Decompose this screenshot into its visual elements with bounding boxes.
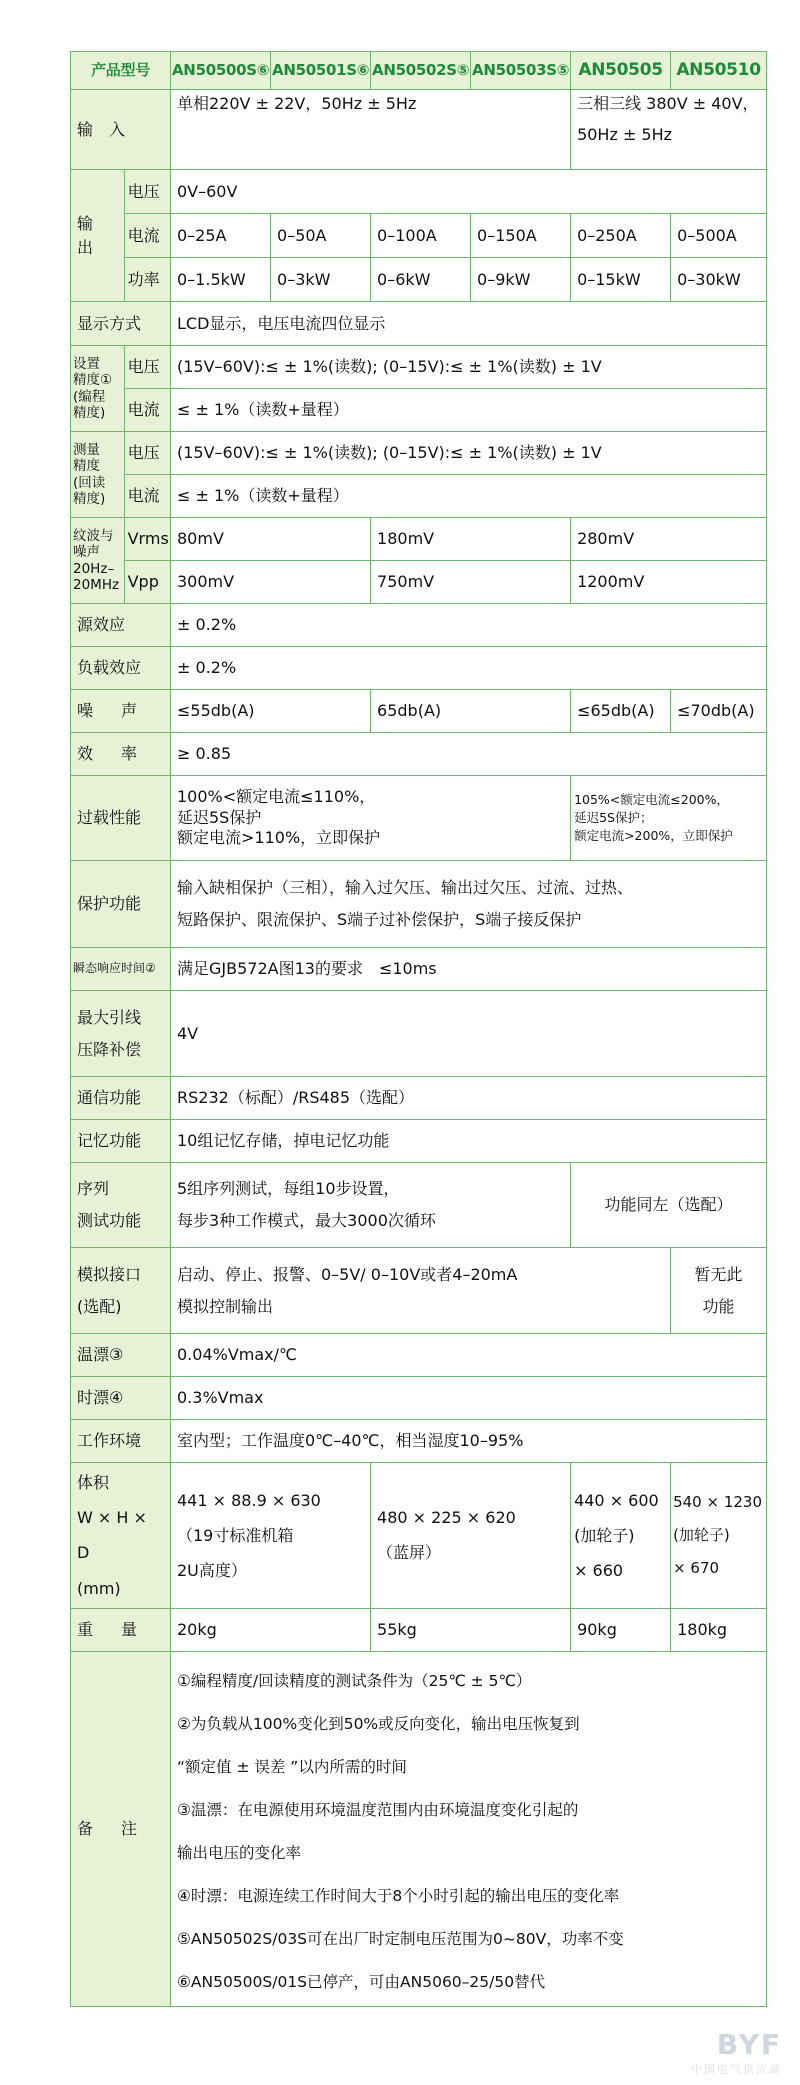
table-cell: 180mV: [371, 518, 571, 561]
header-row: [71, 52, 767, 90]
text-line: (加轮子): [673, 1525, 730, 1544]
sub-label: 电压: [124, 170, 170, 214]
temp-drift-value: 0.04%Vmax/℃: [171, 1334, 767, 1377]
source-effect-value: ± 0.2%: [171, 604, 767, 647]
row-label: [71, 432, 125, 518]
sub-label: Vrms: [124, 518, 170, 561]
text-line: W × H × D: [77, 1508, 147, 1563]
table-cell: ≤65db(A): [571, 690, 671, 733]
load-effect-row: [71, 647, 767, 690]
row-label: 重 量: [71, 1608, 171, 1651]
row-label: 负载效应: [71, 647, 171, 690]
text-line: 100%<额定电流≤110%，: [177, 786, 376, 806]
row-label: [71, 518, 125, 604]
protection-row: [71, 861, 767, 948]
text-line: 测量: [73, 442, 100, 459]
table-cell: ≤70db(A): [671, 690, 767, 733]
row-label: 保护功能: [71, 861, 171, 948]
row-label: [71, 1163, 171, 1248]
text-line: (回读: [73, 474, 106, 491]
sub-label: 电流: [124, 475, 170, 518]
dimensions-col1: [171, 1463, 371, 1609]
text-line: (选配): [77, 1296, 122, 1316]
dimensions-row: [71, 1463, 767, 1609]
dimensions-col4: [671, 1463, 767, 1609]
spec-table: [70, 51, 767, 2007]
text-line: 输入缺相保护（三相），输入过欠压、输出过欠压、过流、过热、: [177, 878, 634, 897]
note-line: ④时漂：电源连续工作时间大于8个小时引起的输出电压的变化率: [177, 1887, 620, 1906]
output-voltage-row: [71, 170, 767, 214]
weight-row: [71, 1608, 767, 1651]
protection-value: [171, 861, 767, 948]
note-line: 输出电压的变化率: [177, 1844, 302, 1863]
table-cell: 0–250A: [571, 214, 671, 258]
overload-row: [71, 776, 767, 861]
input-single-phase: 单相220V ± 22V，50Hz ± 5Hz: [171, 90, 571, 170]
text-line: 2U高度）: [177, 1560, 247, 1580]
table-cell: 0–500A: [671, 214, 767, 258]
model-name: AN50500S⑥: [171, 52, 271, 90]
analog-row: [71, 1248, 767, 1334]
transient-value: 满足GJB572A图13的要求 ≤10ms: [171, 948, 767, 991]
model-name: AN50502S⑤: [371, 52, 471, 90]
row-label: 瞬态响应时间②: [71, 948, 171, 991]
environment-row: [71, 1420, 767, 1463]
ripple-vrms-row: [71, 518, 767, 561]
model-name: AN50503S⑤: [471, 52, 571, 90]
row-label: 记忆功能: [71, 1120, 171, 1163]
row-label: 输 出: [71, 170, 125, 302]
text-line: 体积: [77, 1473, 110, 1492]
output-power-row: [71, 258, 767, 302]
text-line: 启动、停止、报警、0–5V/ 0–10V或者4–20mA: [177, 1264, 518, 1284]
time-drift-value: 0.3%Vmax: [171, 1377, 767, 1420]
sub-label: 电压: [124, 432, 170, 475]
text-line: 模拟控制输出: [177, 1296, 274, 1316]
table-cell: 300mV: [171, 561, 371, 604]
text-line: 540 × 1230: [673, 1492, 762, 1511]
text-line: 精度①: [73, 372, 113, 389]
table-cell: 0–150A: [471, 214, 571, 258]
efficiency-row: [71, 733, 767, 776]
row-label: 时漂④: [71, 1377, 171, 1420]
text-line: 最大引线: [77, 1007, 142, 1027]
input-row: [71, 90, 767, 170]
text-line: 模拟接口: [77, 1264, 142, 1284]
text-line: 5组序列测试，每组10步设置，: [177, 1179, 400, 1198]
text-line: 设置: [73, 356, 100, 373]
ripple-vpp-row: [71, 561, 767, 604]
row-label: 过载性能: [71, 776, 171, 861]
text-line: 480 × 225 × 620: [377, 1508, 516, 1528]
model-name: AN50510: [671, 52, 767, 90]
memory-value: 10组记忆存储，掉电记忆功能: [171, 1120, 767, 1163]
environment-value: 室内型；工作温度0℃–40℃，相当湿度10–95%: [171, 1420, 767, 1463]
sequence-row: [71, 1163, 767, 1248]
sub-label: 电流: [124, 389, 170, 432]
table-cell: 0–30kW: [671, 258, 767, 302]
measure-current-value: ≤ ± 1%（读数+量程）: [171, 475, 767, 518]
table-cell: 0–50A: [271, 214, 371, 258]
sub-label: 电流: [124, 214, 170, 258]
note-line: ⑥AN50500S/01S已停产，可由AN5060–25/50替代: [177, 1973, 546, 1992]
row-label: [71, 1463, 171, 1609]
output-current-row: [71, 214, 767, 258]
table-cell: 65db(A): [371, 690, 571, 733]
table-cell: 750mV: [371, 561, 571, 604]
table-cell: 80mV: [171, 518, 371, 561]
noise-row: [71, 690, 767, 733]
measure-current-row: [71, 475, 767, 518]
text-line: 测试功能: [77, 1211, 142, 1230]
overload-left: [171, 776, 571, 861]
text-line: 延迟5S保护；: [574, 809, 653, 825]
table-cell: 55kg: [371, 1608, 571, 1651]
text-line: 50Hz ± 5Hz: [577, 125, 673, 145]
dimensions-col3: [571, 1463, 671, 1609]
memory-row: [71, 1120, 767, 1163]
text-line: （19寸标准机箱: [177, 1525, 294, 1545]
note-line: “额定值 ± 误差 ”以内所需的时间: [177, 1757, 407, 1776]
text-line: (加轮子): [574, 1525, 635, 1545]
text-line: 440 × 600: [574, 1490, 659, 1510]
text-line: 精度): [73, 490, 106, 507]
table-cell: ≤55db(A): [171, 690, 371, 733]
sense-comp-row: [71, 991, 767, 1077]
table-cell: 280mV: [571, 518, 767, 561]
model-name: AN50505: [571, 52, 671, 90]
table-cell: 0–9kW: [471, 258, 571, 302]
watermark-logo: BYF: [716, 2028, 782, 2061]
text-line: 三相三线 380V ± 40V，: [577, 94, 759, 113]
table-cell: 0–15kW: [571, 258, 671, 302]
table-cell: 1200mV: [571, 561, 767, 604]
measure-voltage-row: [71, 432, 767, 475]
text-line: 短路保护、限流保护、S端子过补偿保护，S端子接反保护: [177, 910, 582, 929]
row-label: [71, 346, 125, 432]
notes-row: [71, 1651, 767, 2007]
table-cell: 0–100A: [371, 214, 471, 258]
temp-drift-row: [71, 1334, 767, 1377]
display-value: LCD显示，电压电流四位显示: [171, 302, 767, 346]
row-label: 工作环境: [71, 1420, 171, 1463]
comm-value: RS232（标配）/RS485（选配）: [171, 1077, 767, 1120]
row-label: 源效应: [71, 604, 171, 647]
text-line: 20Hz–: [73, 560, 115, 577]
time-drift-row: [71, 1377, 767, 1420]
note-line: ①编程精度/回读精度的测试条件为（25℃ ± 5℃）: [177, 1671, 532, 1690]
sequence-value: [171, 1163, 571, 1248]
text-line: 每步3种工作模式，最大3000次循环: [177, 1211, 436, 1230]
row-label: [71, 991, 171, 1077]
sequence-right: 功能同左（选配）: [571, 1163, 767, 1248]
efficiency-value: ≥ 0.85: [171, 733, 767, 776]
text-line: 噪声: [73, 544, 100, 561]
row-label: 备 注: [71, 1651, 171, 2007]
row-label: 温漂③: [71, 1334, 171, 1377]
text-line: 105%<额定电流≤200%，: [574, 791, 729, 807]
text-line: × 670: [673, 1558, 720, 1577]
note-line: ②为负载从100%变化到50%或反向变化，输出电压恢复到: [177, 1714, 580, 1733]
row-label: 噪 声: [71, 690, 171, 733]
comm-row: [71, 1077, 767, 1120]
text-line: 序列: [77, 1179, 110, 1198]
setting-voltage-value: (15V–60V):≤ ± 1%(读数); (0–15V):≤ ± 1%(读数) ± 1V: [171, 346, 767, 389]
setting-voltage-row: [71, 346, 767, 389]
analog-right: [671, 1248, 767, 1334]
measure-voltage-value: (15V–60V):≤ ± 1%(读数); (0–15V):≤ ± 1%(读数) ± 1V: [171, 432, 767, 475]
text-line: 压降补偿: [77, 1039, 142, 1059]
dimensions-col2: [371, 1463, 571, 1609]
watermark-subtitle: 中国电气供应商: [691, 2063, 782, 2076]
row-label: 输 入: [71, 90, 171, 170]
display-row: [71, 302, 767, 346]
note-line: ③温漂：在电源使用环境温度范围内由环境温度变化引起的: [177, 1800, 579, 1819]
row-label: 显示方式: [71, 302, 171, 346]
text-line: 纹波与: [73, 528, 114, 545]
load-effect-value: ± 0.2%: [171, 647, 767, 690]
row-label: 效 率: [71, 733, 171, 776]
text-line: 精度): [73, 404, 106, 421]
sense-comp-value: 4V: [171, 991, 767, 1077]
output-voltage-value: 0V–60V: [171, 170, 767, 214]
sub-label: 电压: [124, 346, 170, 389]
text-line: 441 × 88.9 × 630: [177, 1490, 321, 1510]
table-cell: 180kg: [671, 1608, 767, 1651]
text-line: 暂无此: [694, 1264, 743, 1284]
table-cell: 0–25A: [171, 214, 271, 258]
table-cell: 0–6kW: [371, 258, 471, 302]
text-line: 额定电流>200%，立即保护: [574, 828, 733, 844]
overload-right: [571, 776, 767, 861]
table-cell: 0–3kW: [271, 258, 371, 302]
sub-label: 功率: [124, 258, 170, 302]
analog-value: [171, 1248, 671, 1334]
transient-row: [71, 948, 767, 991]
row-label: [71, 1248, 171, 1334]
text-line: (mm): [77, 1578, 121, 1598]
text-line: 精度: [73, 458, 100, 475]
table-cell: 0–1.5kW: [171, 258, 271, 302]
text-line: × 660: [574, 1560, 624, 1580]
text-line: 功能: [702, 1296, 735, 1316]
text-line: 20MHz: [73, 576, 120, 593]
watermark: [691, 2028, 782, 2077]
table-cell: 90kg: [571, 1608, 671, 1651]
table-cell: 20kg: [171, 1608, 371, 1651]
setting-current-row: [71, 389, 767, 432]
text-line: （蓝屏）: [377, 1543, 442, 1563]
text-line: 额定电流>110%，立即保护: [177, 828, 381, 848]
input-three-phase: [571, 90, 767, 170]
row-label: 通信功能: [71, 1077, 171, 1120]
sub-label: Vpp: [124, 561, 170, 604]
setting-current-value: ≤ ± 1%（读数+量程）: [171, 389, 767, 432]
model-name: AN50501S⑥: [271, 52, 371, 90]
text-line: 延迟5S保护: [177, 807, 262, 827]
note-line: ⑤AN50502S/03S可在出厂时定制电压范围为0~80V，功率不变: [177, 1930, 624, 1949]
notes-value: [171, 1651, 767, 2007]
source-effect-row: [71, 604, 767, 647]
text-line: (编程: [73, 388, 106, 405]
header-label: 产品型号: [71, 52, 171, 90]
